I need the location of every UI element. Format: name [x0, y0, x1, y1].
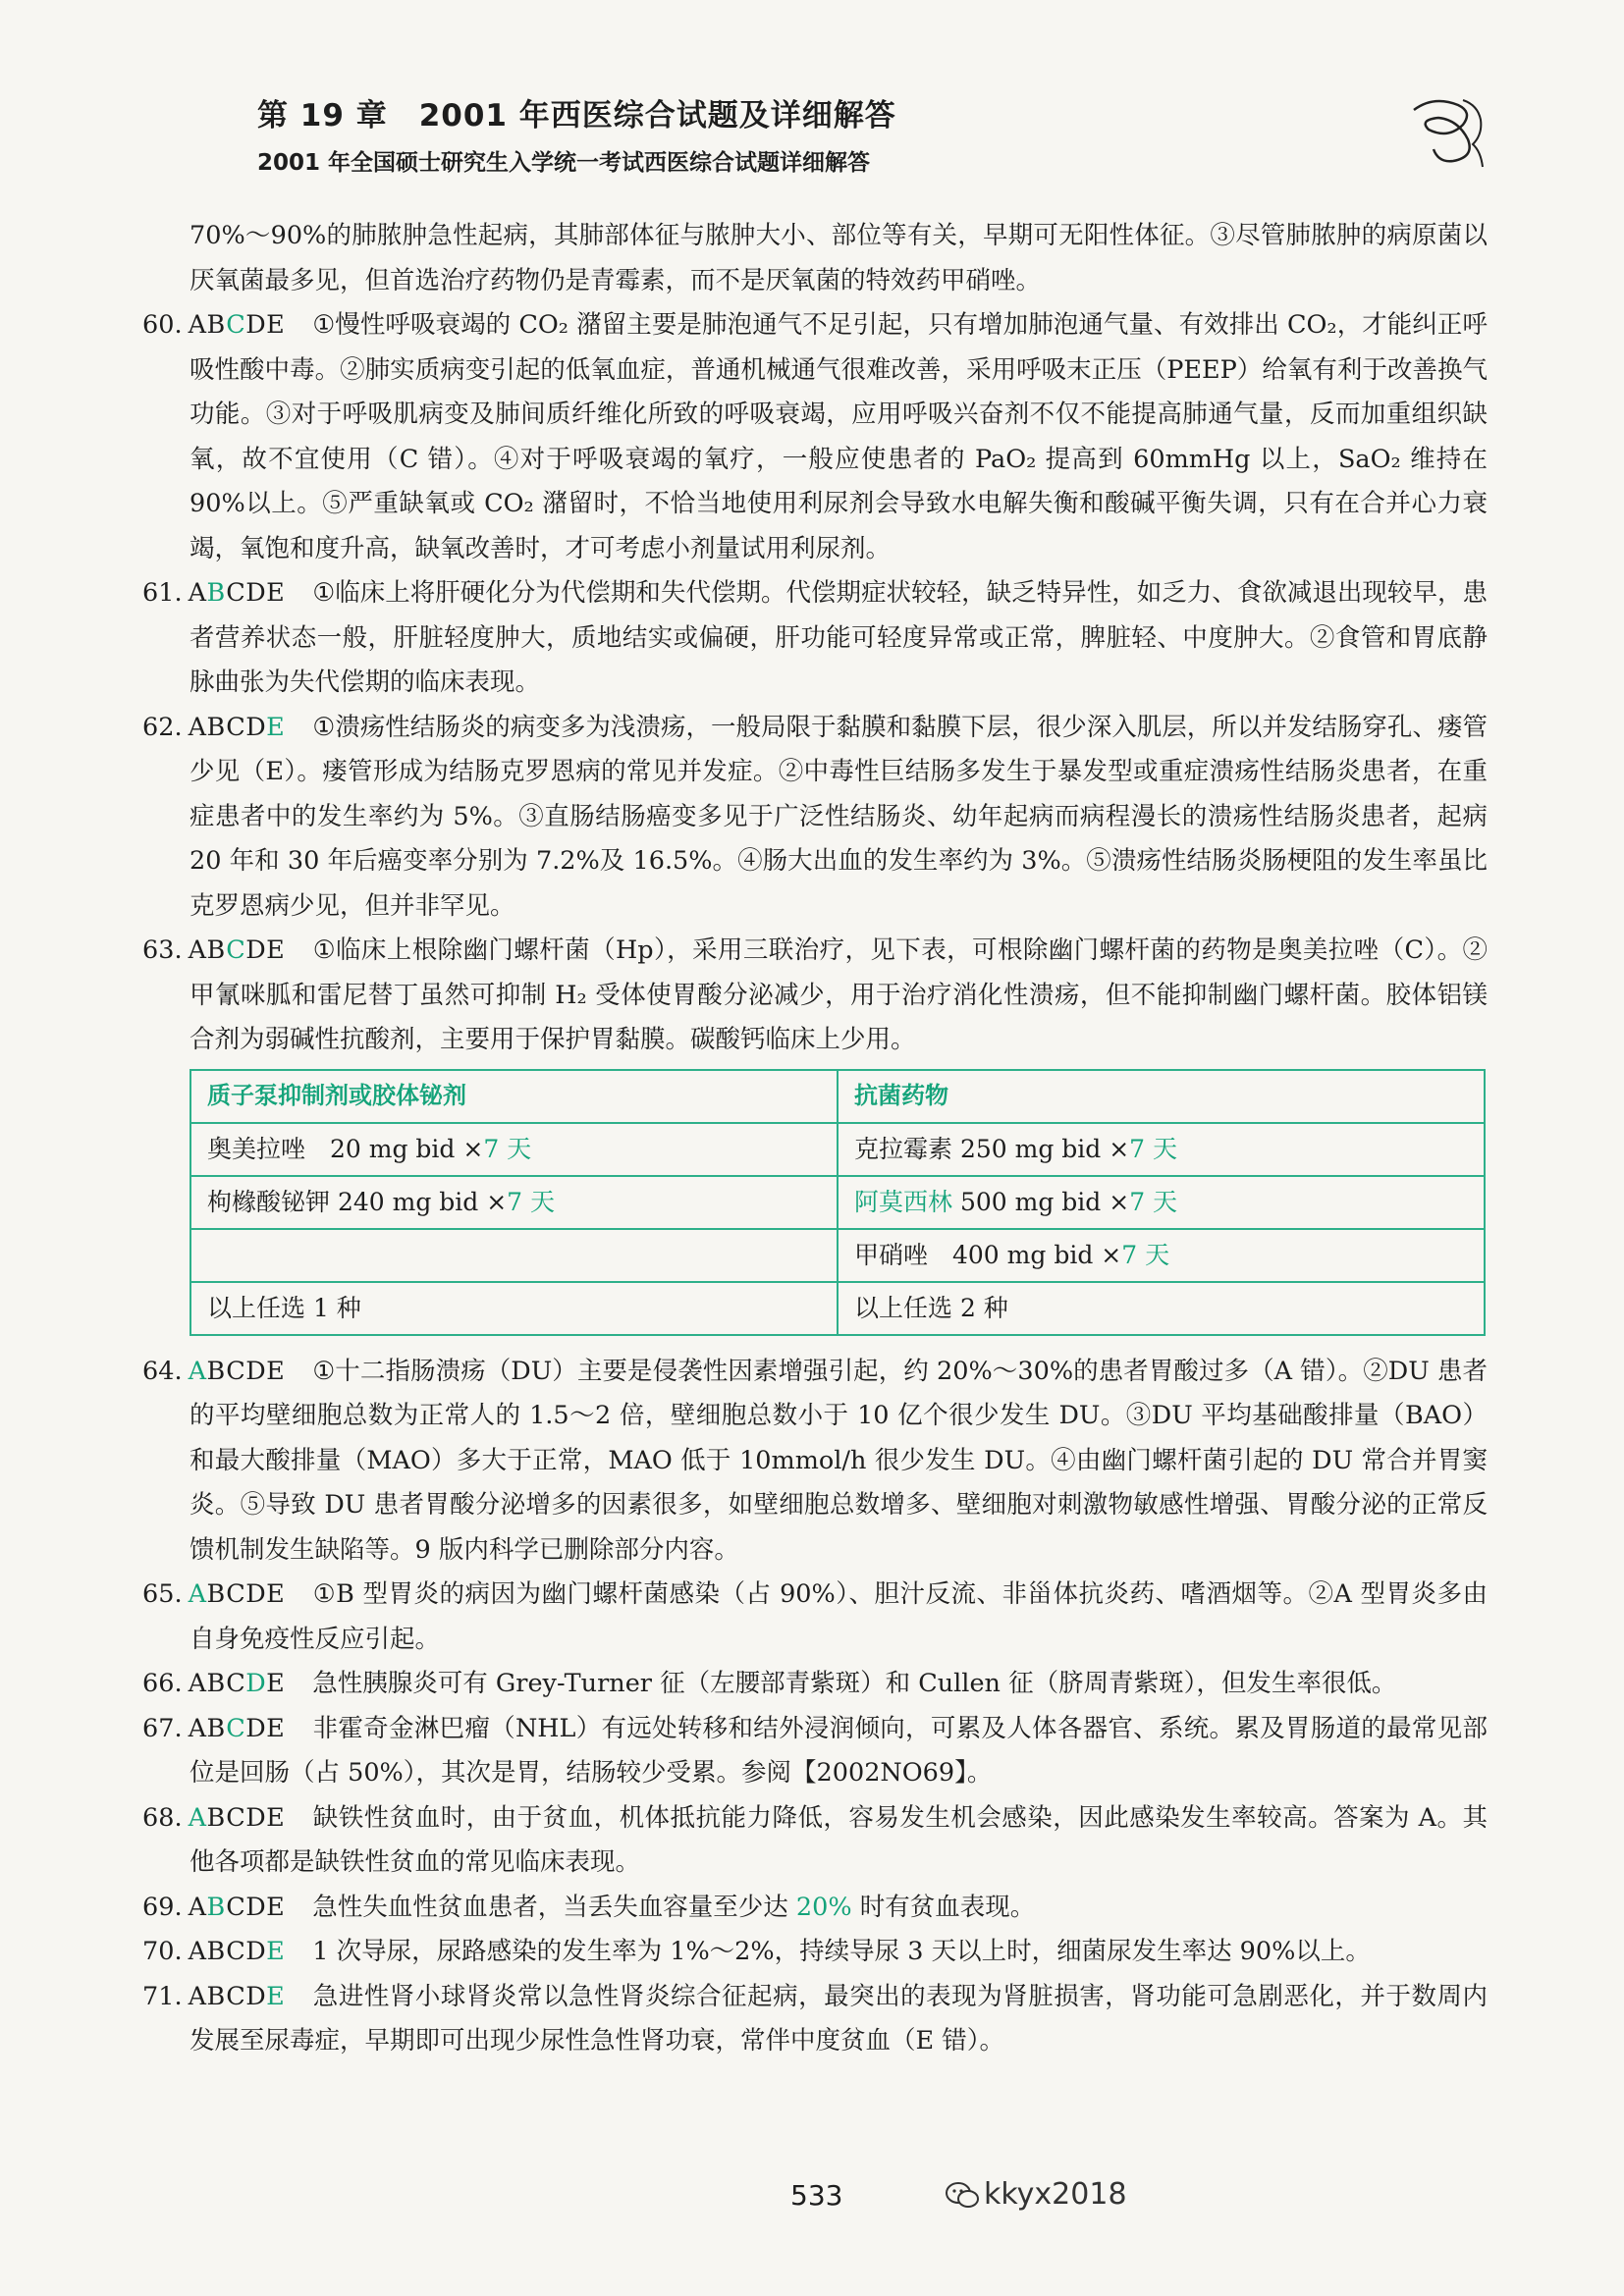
answer-explanation: ①临床上将肝硬化分为代偿期和失代偿期。代偿期症状较轻，缺乏特异性，如乏力、食欲减退出现较早，患者营养状态一般，肝脏轻度肿大，质地结实或偏硬，肝功能可轻度异常或正常，脾脏轻、中度肿大。②食管和胃底静脉曲张为失代偿期的临床表现。	[189, 578, 1488, 697]
answer-explanation: 缺铁性贫血时，由于贫血，机体抵抗能力降低，容易发生机会感染，因此感染发生率较高。答案为 A。其他各项都是缺铁性贫血的常见临床表现。	[189, 1802, 1488, 1877]
answer-explanation: ①十二指肠溃疡（DU）主要是侵袭性因素增强引起，约 20%～30%的患者胃酸过多（A 错）。②DU 患者的平均壁细胞总数为正常人的 1.5～2 倍，壁细胞总数小于 10 亿个很少发生 DU。③DU 平均基础酸排量（BAO）和最大酸排量（MAO）多大于正常，MAO 低于 10mmol/h 很少发生 DU。④由幽门螺杆菌引起的 DU 常合并胃窦炎。⑤导致 DU 患者胃酸分泌增多的因素很多，如壁细胞总数增多、壁细胞对刺激物敏感性增强、胃酸分泌的正常反馈机制发生缺陷等。9 版内科学已删除部分内容。	[189, 1356, 1488, 1565]
page-header	[257, 90, 896, 177]
answer-explanation: ①临床上根除幽门螺杆菌（Hp），采用三联治疗，见下表，可根除幽门螺杆菌的药物是奥美拉唑（C）。②甲氰咪胍和雷尼替丁虽然可抑制 H₂ 受体使胃酸分泌减少，用于治疗消化性溃疡，但不能抑制幽门螺杆菌。胶体铝镁合剂为弱碱性抗酸剂，主要用于保护胃黏膜。碳酸钙临床上少用。	[189, 935, 1488, 1054]
question-number: 62.	[142, 712, 183, 742]
answer-options: ABCDE	[188, 1937, 286, 1966]
question-number: 67.	[142, 1713, 183, 1743]
table-cell: 甲硝唑 400 mg bid ×7 天	[838, 1229, 1485, 1282]
intro-paragraph	[142, 214, 1488, 303]
chapter-subtitle: 2001 年全国硕士研究生入学统一考试西医综合试题详细解答	[257, 150, 871, 176]
answer-explanation: 1 次导尿，尿路感染的发生率为 1%～2%，持续导尿 3 天以上时，细菌尿发生率达 90%以上。	[312, 1937, 1371, 1966]
table-cell: 克拉霉素 250 mg bid ×7 天	[838, 1123, 1485, 1176]
answer-69	[142, 1886, 1488, 1931]
answer-explanation: ①慢性呼吸衰竭的 CO₂ 潴留主要是肺泡通气不足引起，只有增加肺泡通气量、有效排出 CO₂，才能纠正呼吸性酸中毒。②肺实质病变引起的低氧血症，普通机械通气很难改善，采用呼吸末正压（PEEP）给氧有利于改善换气功能。③对于呼吸肌病变及肺间质纤维化所致的呼吸衰竭，应用呼吸兴奋剂不仅不能提高肺通气量，反而加重组织缺氧，故不宜使用（C 错）。④对于呼吸衰竭的氧疗，一般应使患者的 PaO₂ 提高到 60mmHg 以上，SaO₂ 维持在 90%以上。⑤严重缺氧或 CO₂ 潴留时，不恰当地使用利尿剂会导致水电解失衡和酸碱平衡失调，只有在合并心力衰竭，氧饱和度升高，缺氧改善时，才可考虑小剂量试用利尿剂。	[189, 310, 1488, 563]
question-number: 69.	[142, 1892, 183, 1922]
answer-options: ABCDE	[188, 1579, 286, 1609]
chapter-title: 第 19 章 2001 年西医综合试题及详细解答	[257, 98, 896, 133]
hp-therapy-table	[189, 1069, 1486, 1336]
table-row	[190, 1176, 1485, 1229]
answer-explanation: ①溃疡性结肠炎的病变多为浅溃疡，一般局限于黏膜和黏膜下层，很少深入肌层，所以并发结肠穿孔、瘘管少见（E）。瘘管形成为结肠克罗恩病的常见并发症。②中毒性巨结肠多发生于暴发型或重症溃疡性结肠炎患者，在重症患者中的发生率约为 5%。③直肠结肠癌变多见于广泛性结肠炎、幼年起病而病程漫长的溃疡性结肠炎患者，起病 20 年和 30 年后癌变率分别为 7.2%及 16.5%。④肠大出血的发生率约为 3%。⑤溃疡性结肠炎肠梗阻的发生率虽比克罗恩病少见，但并非罕见。	[189, 712, 1488, 921]
question-number: 66.	[142, 1669, 183, 1698]
answer-63	[142, 929, 1488, 1063]
watermark	[945, 2177, 1127, 2212]
watermark-text: kkyx2018	[984, 2177, 1127, 2212]
answer-options: ABCDE	[188, 712, 286, 742]
table-row	[190, 1229, 1485, 1282]
answer-60	[142, 303, 1488, 571]
table-header-cell: 质子泵抑制剂或胶体铋剂	[190, 1070, 838, 1123]
answer-64	[142, 1350, 1488, 1574]
answer-67	[142, 1707, 1488, 1796]
question-number: 65.	[142, 1579, 183, 1609]
table-header-cell: 抗菌药物	[838, 1070, 1485, 1123]
answer-66	[142, 1662, 1488, 1707]
answer-options: ABCDE	[188, 1713, 286, 1743]
question-number: 61.	[142, 578, 183, 608]
answer-explanation: 急性胰腺炎可有 Grey-Turner 征（左腰部青紫斑）和 Cullen 征（脐周青紫斑），但发生率很低。	[312, 1669, 1397, 1698]
intro-line2: 脓肿的病原菌以厌氧菌最多见，但首选治疗药物仍是青霉素，而不是厌氧菌的特效药甲硝唑。	[189, 221, 1488, 295]
answer-explanation: ①B 型胃炎的病因为幽门螺杆菌感染（占 90%）、胆汁反流、非甾体抗炎药、嗜酒烟等。②A 型胃炎多由自身免疫性反应引起。	[189, 1579, 1488, 1654]
table-row	[190, 1123, 1485, 1176]
table-cell: 枸橼酸铋钾 240 mg bid ×7 天	[190, 1176, 838, 1229]
answer-options: ABCDE	[188, 1669, 286, 1698]
question-number: 70.	[142, 1937, 183, 1966]
page-number: 533	[790, 2179, 843, 2212]
answer-explanation: 非霍奇金淋巴瘤（NHL）有远处转移和结外浸润倾向，可累及人体各器官、系统。累及胃肠道的最常见部位是回肠（占 50%），其次是胃，结肠较少受累。参阅【2002NO69】。	[189, 1713, 1488, 1788]
table-row	[190, 1282, 1485, 1335]
table-cell: 以上任选 2 种	[838, 1282, 1485, 1335]
answer-65	[142, 1573, 1488, 1662]
table-header-row	[190, 1070, 1485, 1123]
question-number: 68.	[142, 1802, 183, 1833]
answer-68	[142, 1796, 1488, 1886]
table-cell: 阿莫西林 500 mg bid ×7 天	[838, 1176, 1485, 1229]
answer-options: ABCDE	[188, 1802, 286, 1833]
answer-options: ABCDE	[188, 1356, 286, 1386]
handwritten-logo-icon	[1404, 90, 1492, 179]
answer-options: ABCDE	[188, 935, 286, 965]
question-number: 71.	[142, 1981, 183, 2011]
answer-61	[142, 571, 1488, 706]
table-cell	[190, 1229, 838, 1282]
answer-content	[142, 214, 1488, 2064]
wechat-icon	[945, 2181, 980, 2211]
answer-70	[142, 1930, 1488, 1975]
question-number: 63.	[142, 935, 183, 965]
answer-options: ABCDE	[188, 1981, 286, 2011]
question-number: 64.	[142, 1356, 183, 1386]
answer-options: ABCDE	[188, 310, 286, 340]
intro-line1: 70%～90%的肺脓肿急性起病，其肺部体征与脓肿大小、部位等有关，早期可无阳性体征。③尽管肺	[189, 221, 1312, 250]
answer-62	[142, 706, 1488, 930]
question-number: 60.	[142, 310, 183, 340]
answer-71	[142, 1975, 1488, 2064]
answer-explanation: 急性失血性贫血患者，当丢失血容量至少达 20% 时有贫血表现。	[312, 1892, 1036, 1922]
table-cell: 奥美拉唑 20 mg bid ×7 天	[190, 1123, 838, 1176]
answer-explanation: 急进性肾小球肾炎常以急性肾炎综合征起病，最突出的表现为肾脏损害，肾功能可急剧恶化，并于数周内发展至尿毒症，早期即可出现少尿性急性肾功衰，常伴中度贫血（E 错）。	[189, 1981, 1488, 2056]
answer-options: ABCDE	[188, 578, 286, 608]
table-cell: 以上任选 1 种	[190, 1282, 838, 1335]
answer-options: ABCDE	[188, 1892, 286, 1922]
